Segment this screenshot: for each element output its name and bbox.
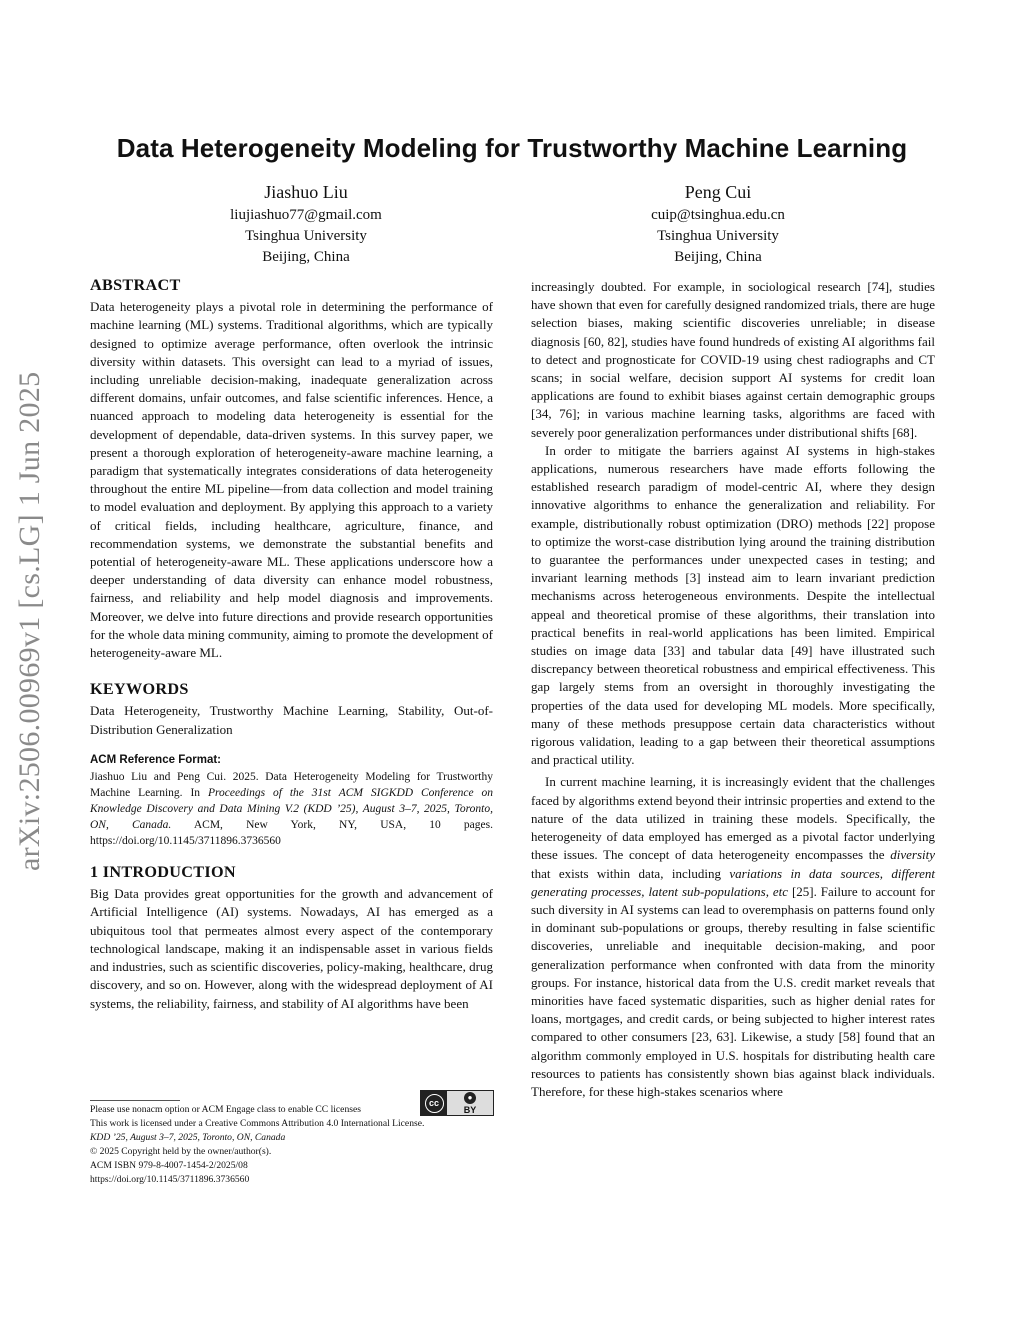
acm-reference-text: Jiashuo Liu and Peng Cui. 2025. Data Heterogeneity Modeling for Trustworthy Machine Learning. In Proceedings of the 31st ACM SIGKDD Conference on Knowledge Discovery and Data Mining V.2 (KDD ’25), August 3–7, 2025, Toronto, ON, Canada. ACM, New York, NY, USA, 10 pages. https://doi.org/10.1145/3711896.3736560 — [90, 771, 493, 848]
author-location: Beijing, China — [674, 249, 762, 265]
footnote-line: This work is licensed under a Creative Commons Attribution 4.0 International License. — [90, 1118, 425, 1129]
footnote-line: Please use nonacm option or ACM Engage class to enable CC licenses — [90, 1104, 361, 1115]
paper-title: Data Heterogeneity Modeling for Trustworthy Machine Learning — [116, 133, 908, 163]
acm-reference-heading: ACM Reference Format: — [90, 753, 221, 766]
body-paragraph: In order to mitigate the barriers against AI systems in high-stakes applications, numerous researchers have made efforts following the established research paradigm of model-centric AI, where they design innovative algorithms to enhance the generalization and reliability. For example, distributionally robust optimization (DRO) methods [22] propose to optimize the worst-case distribution lying around the training distribution to guarantee the performances under unexpected cases in testing; and invariant learning methods [3] instead aim to learn invariant prediction mechanisms across heterogeneous environments. Despite the intellectual appeal and theoretical promise of these algorithms, their translation into practical benefits in real-world applications has been limited. Empirical studies on image data [33] and tabular data [49] have illustrated such discrepancy between theoretical robustness and empirical effectiveness. This gap largely stems from an oversight in thoroughly investigating the properties of the data used for developing ML models. More specifically, many of these methods presuppose certain data characteristics without rigorous validation, leading to a gap between their theoretical assumptions and practical utility. — [531, 442, 935, 768]
author-block — [156, 180, 456, 268]
author-location: Beijing, China — [262, 249, 350, 265]
footnote-line: ACM ISBN 979-8-4007-1454-2/2025/08 — [90, 1160, 248, 1171]
keywords-heading: KEYWORDS — [90, 680, 189, 699]
author-email: liujiashuo77@gmail.com — [230, 207, 382, 223]
abstract-text: Data heterogeneity plays a pivotal role in determining the performance of machine learning (ML) systems. Traditional algorithms, which are typically designed to optimize average performance, often overlook the intrinsic diversity within datasets. This oversight can lead to a myriad of issues, including unreliable decision-making, inadequate generalization across different domains, unfair outcomes, and false scientific inferences. Hence, a nuanced approach to modeling data heterogeneity is essential for the development of dependable, data-driven systems. In this survey paper, we present a thorough exploration of heterogeneity-aware machine learning, a paradigm that systematically integrates considerations of data heterogeneity throughout the entire ML pipeline—from data collection and model training to model evaluation and deployment. By applying this approach to a variety of critical fields, including healthcare, agriculture, finance, and recommendation systems, we demonstrate the substantial benefits and potential of heterogeneity-aware ML. These applications underscore how a deeper understanding of data diversity can enhance model robustness, fairness, and reliability and help model diagnosis and improvements. Moreover, we delve into future directions and provide research opportunities for the whole data mining community, aiming to promote the development of heterogeneity-aware ML. — [90, 299, 493, 661]
abstract-heading: ABSTRACT — [90, 276, 181, 294]
author-affiliation: Tsinghua University — [657, 228, 779, 244]
left-column — [90, 276, 493, 1013]
author-email: cuip@tsinghua.edu.cn — [651, 207, 785, 223]
author-name: Jiashuo Liu — [264, 182, 348, 202]
body-paragraph: increasingly doubted. For example, in sociological research [74], studies have shown that even for carefully designed randomized trials, there are huge selection biases, making scientific discoveries unreliable; in disease diagnosis [60, 82], studies have found hundreds of existing AI algorithms fail to detect and prognosticate for COVID-19 using chest radiographs and CT scans; in social welfare, decision support AI systems for credit loan applications are found to exhibit biases against certain demographic groups [34, 76]; in various machine learning tasks, algorithms are faced with severely poor generalization performances under distributional shifts [68]. — [531, 279, 935, 440]
cc-by-icon: ● BY — [447, 1091, 493, 1115]
cc-license-badge — [420, 1090, 494, 1116]
body-paragraph: In current machine learning, it is increasingly evident that the challenges faced by algorithms extend beyond their intrinsic properties and extend to the nature of the data utilized in training these models. Specifically, the heterogeneity of data employed has emerged as a pivotal factor underlying these issues. The concept of data heterogeneity encompasses the diversity that exists within data, including variations in data sources, different generating processes, latent sub-populations, etc [25]. Failure to account for such diversity in AI systems can lead to overemphasis on patterns found only in dominant sub-populations or groups, thereby resulting in false scientific discoveries, unreliable and inequitable decision-making, and poor generalization performance when confronted with data from the minority groups. For instance, historical data from the U.S. credit market reveals that minorities have faced systematic disparities, such as higher denial rates for loans, mortgages, and credit cards, or being subjected to higher interest rates compared to other consumers [23, 63]. Likewise, a study [58] found that an algorithm commonly employed in U.S. hospitals for distributing health care resources to patients has consistently shown bias against black individuals. Therefore, for these high-stakes scenarios where — [531, 774, 935, 1099]
footnote-divider — [90, 1100, 180, 1101]
introduction-heading: 1 INTRODUCTION — [90, 863, 236, 882]
footnote-line: https://doi.org/10.1145/3711896.3736560 — [90, 1174, 250, 1185]
author-block — [568, 180, 868, 268]
right-column — [531, 278, 935, 1101]
keywords-text: Data Heterogeneity, Trustworthy Machine Learning, Stability, Out-of-Distribution Generalization — [90, 703, 493, 737]
footnote-line: KDD ’25, August 3–7, 2025, Toronto, ON, Canada — [90, 1132, 286, 1143]
author-affiliation: Tsinghua University — [245, 228, 367, 244]
introduction-paragraph: Big Data provides great opportunities for the growth and advancement of Artificial Intelligence (AI) systems. Nowadays, AI has emerged as a ubiquitous tool that permeates almost every aspect of the contemporary technological landscape, making it an indispensable asset in various fields and industries, such as scientific discoveries, policy-making, healthcare, drug discovery, and so on. However, along with the widespread deployment of AI systems, the reliability, fairness, and stability of AI algorithms have been — [90, 886, 493, 1011]
footnote-line: © 2025 Copyright held by the owner/author(s). — [90, 1146, 272, 1157]
author-name: Peng Cui — [684, 182, 752, 202]
arxiv-identifier: arXiv:2506.00969v1 [cs.LG] 1 Jun 2025 — [13, 371, 46, 871]
cc-icon: cc — [421, 1091, 447, 1115]
acm-reference — [90, 751, 493, 849]
